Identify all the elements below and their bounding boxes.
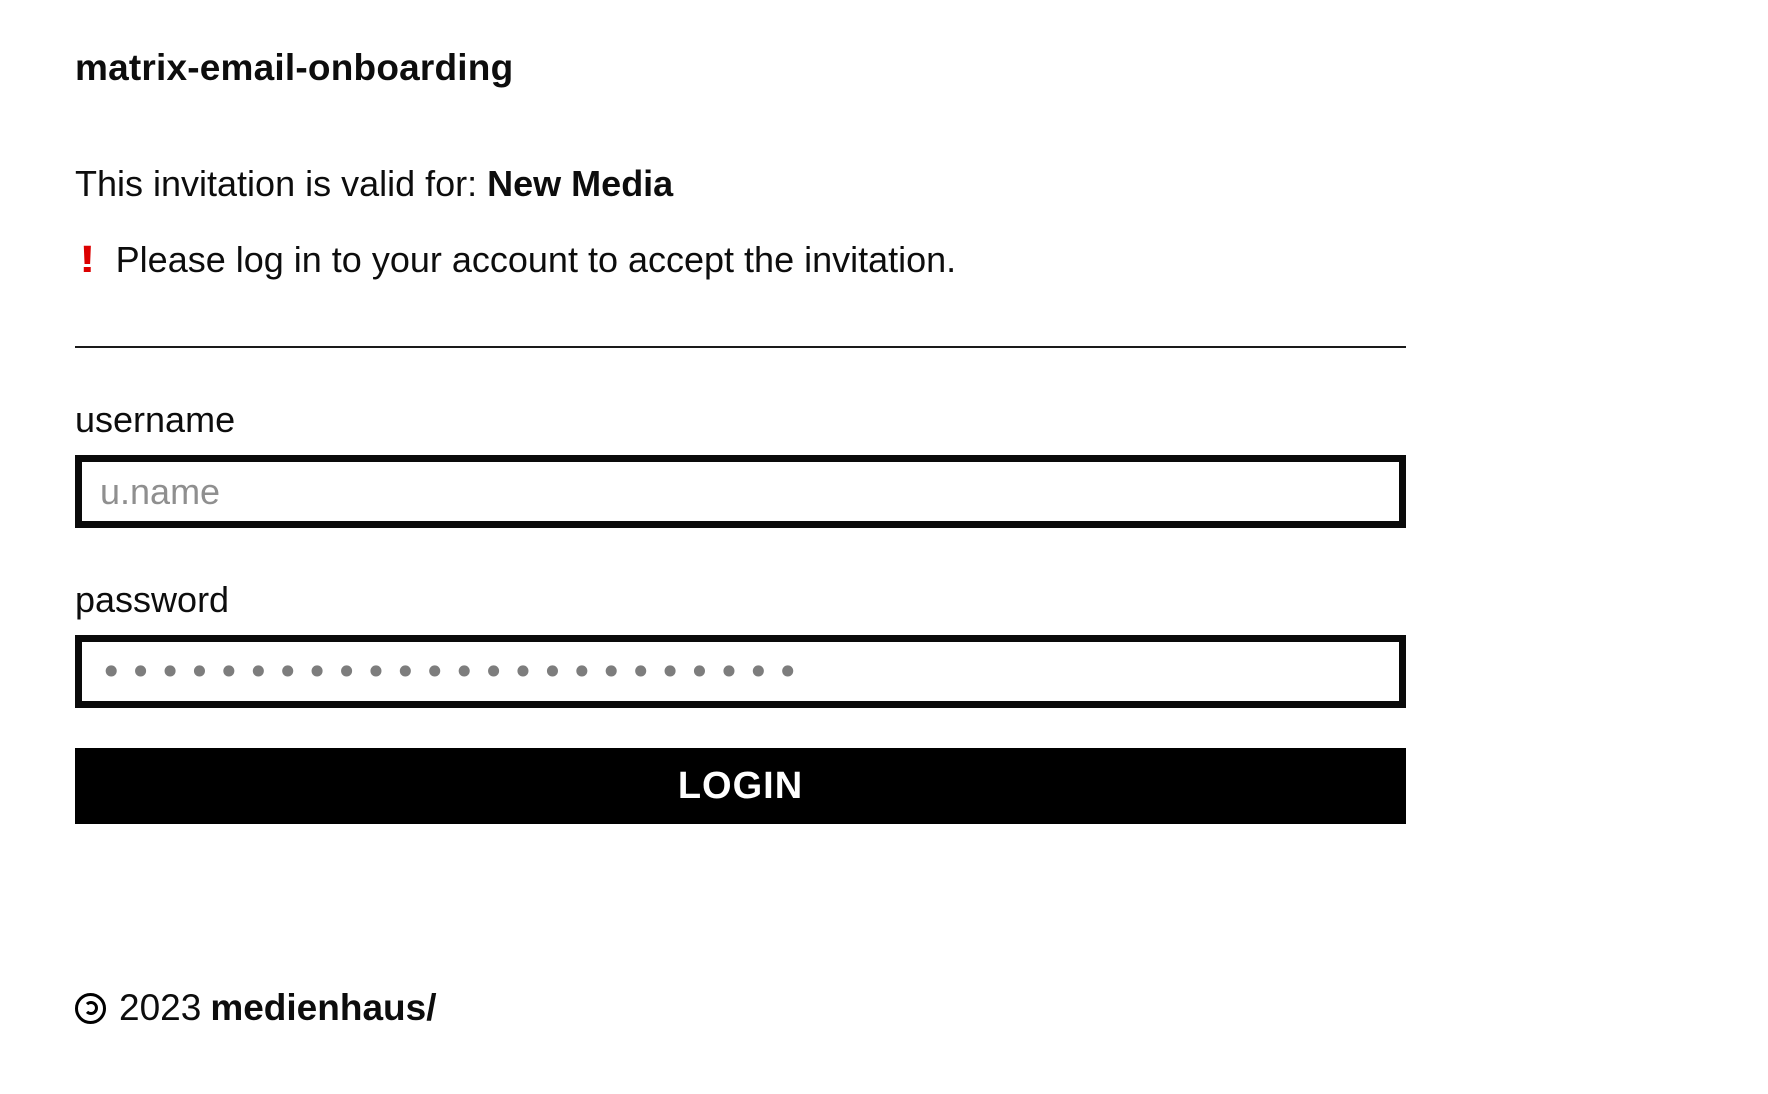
footer-year: 2023 [119, 987, 202, 1028]
username-label: username [75, 399, 236, 440]
invitation-target: New Media [487, 163, 674, 204]
username-input[interactable] [75, 455, 1406, 528]
warning-message [75, 238, 1406, 282]
invitation-prefix: This invitation is valid for: [75, 163, 488, 204]
login-form [75, 398, 1406, 824]
copyleft-icon [75, 993, 106, 1024]
login-button[interactable]: LOGIN [75, 748, 1406, 824]
footer-brand: medienhaus/ [210, 987, 437, 1028]
password-label: password [75, 579, 230, 620]
warning-text: Please log in to your account to accept the invitation. [115, 239, 957, 280]
invitation-text [75, 162, 1406, 206]
exclamation-icon: ! [79, 239, 96, 281]
divider [75, 346, 1406, 348]
password-input[interactable] [75, 635, 1406, 708]
footer [75, 986, 1406, 1030]
page-title: matrix-email-onboarding [75, 47, 514, 88]
